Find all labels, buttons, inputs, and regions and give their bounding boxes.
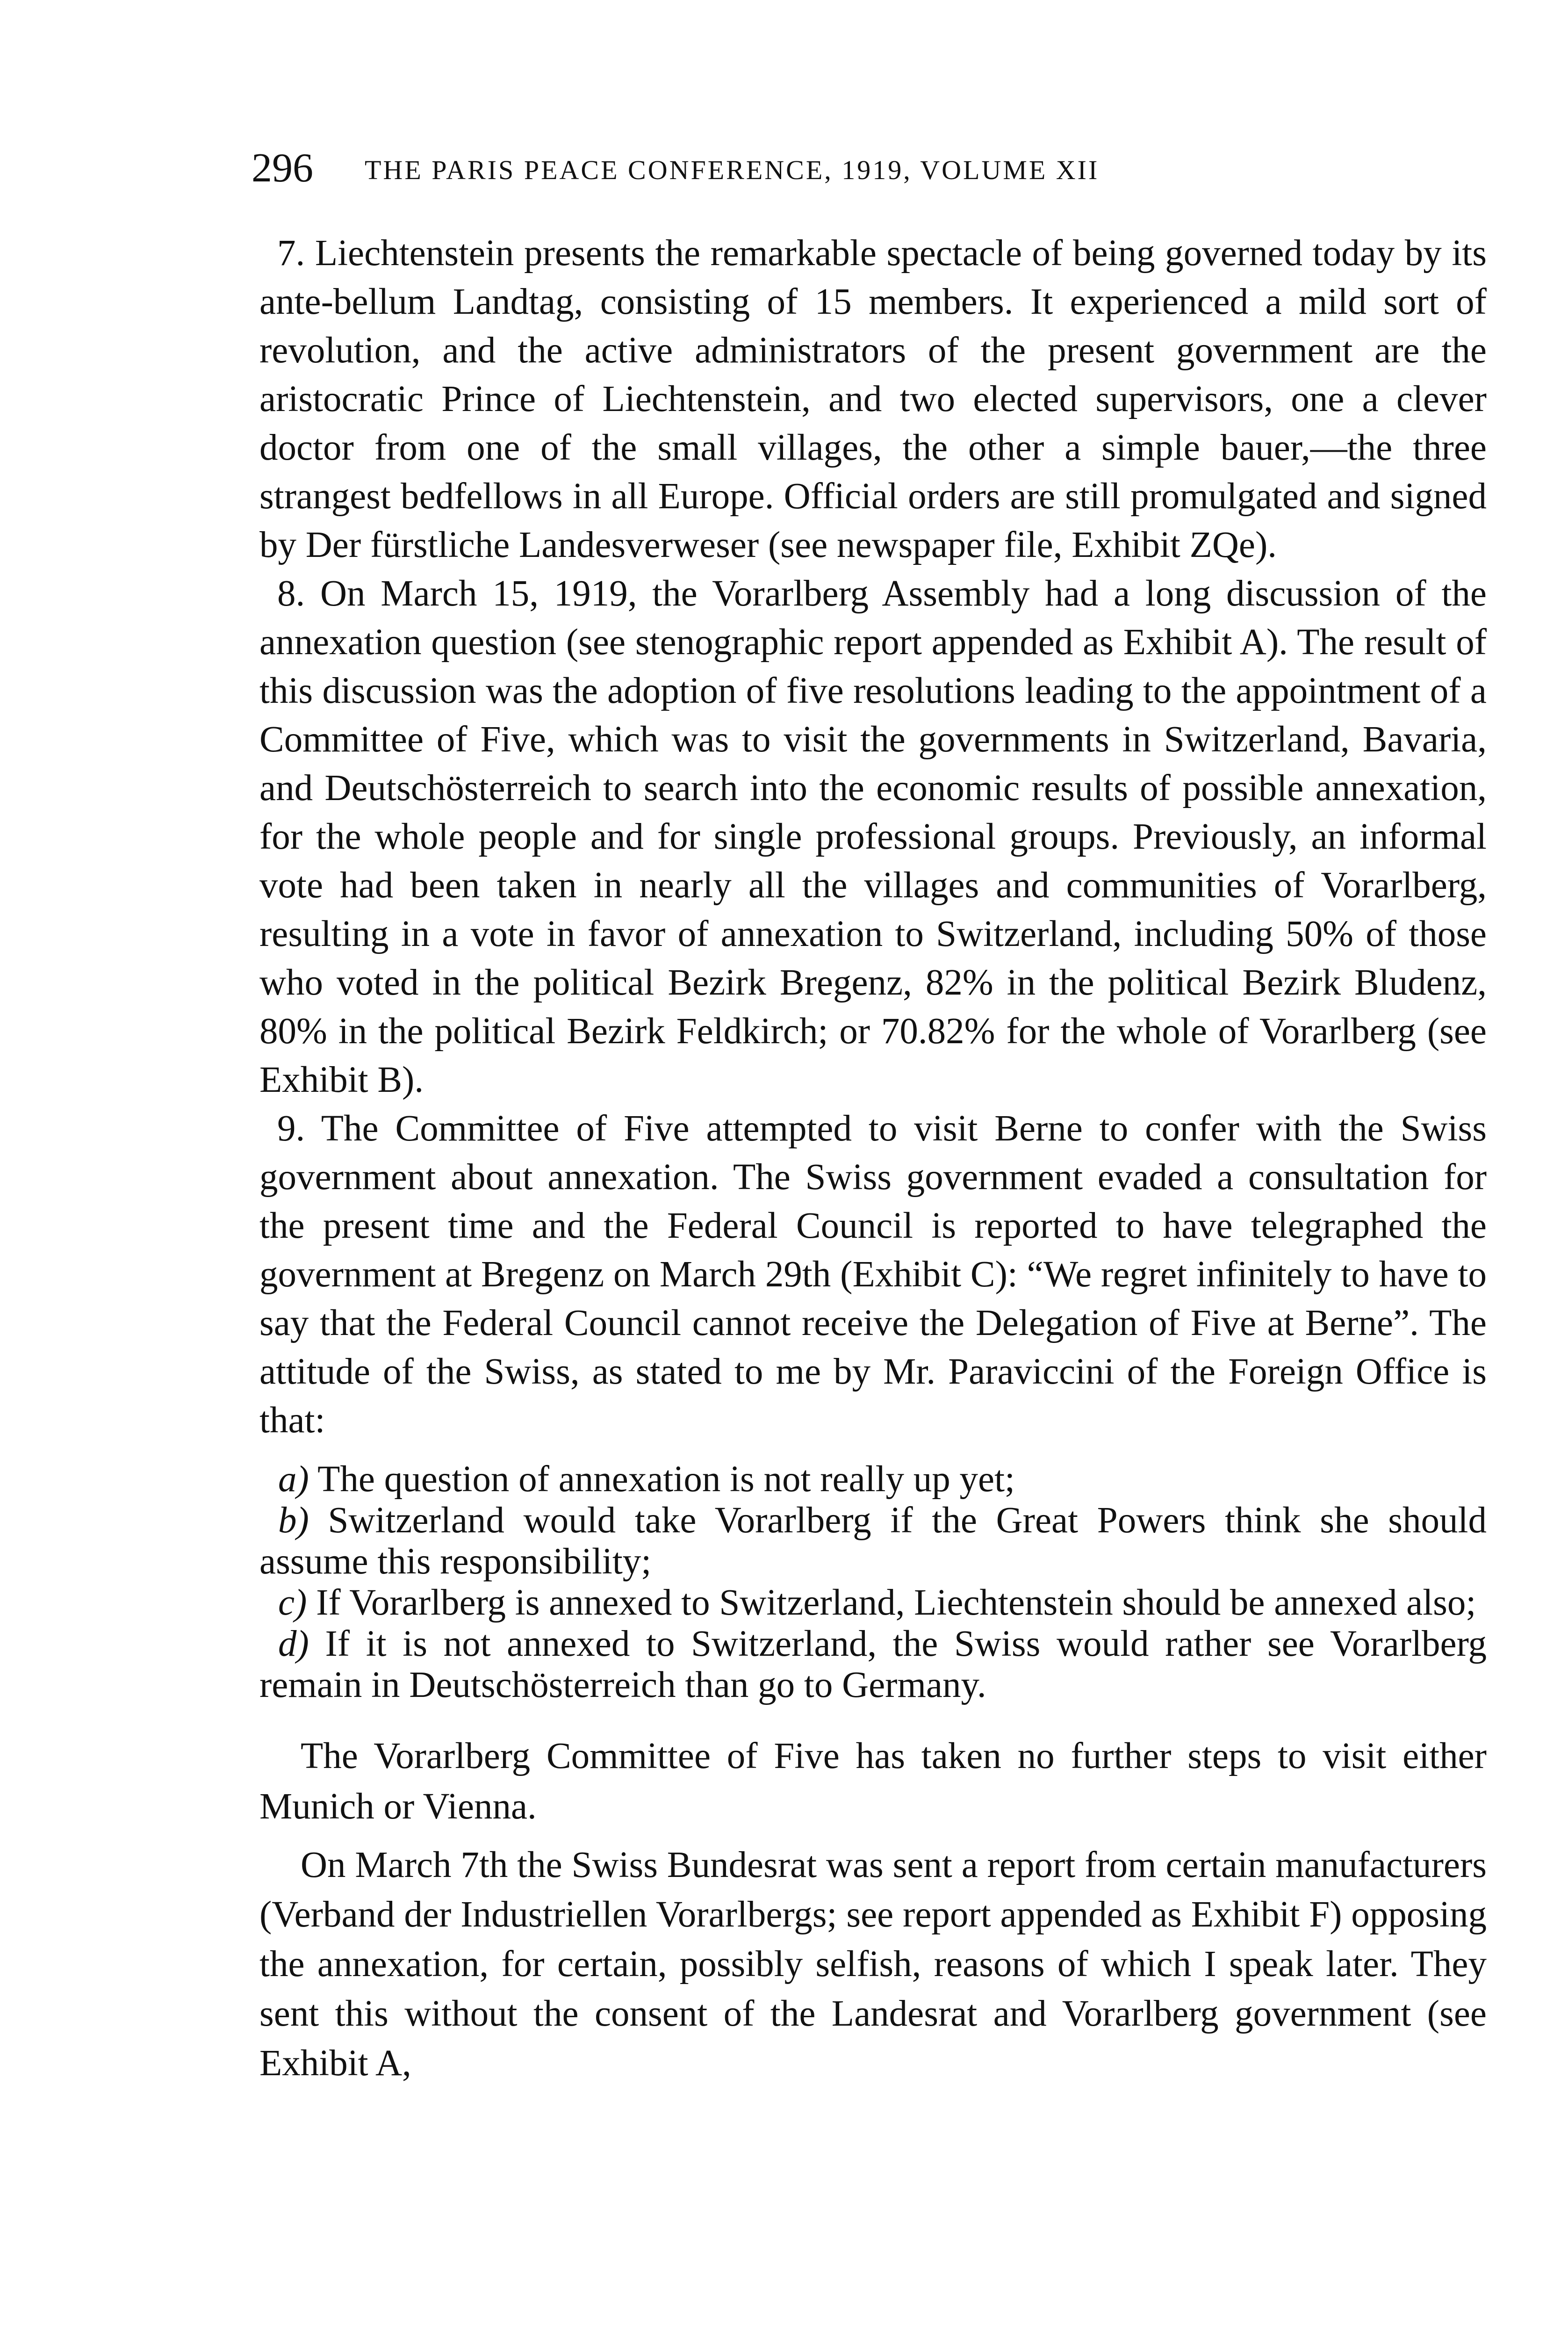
list-item-text: If it is not annexed to Switzerland, the Swiss would rather see Vorarlberg remain in Deutschösterreich than go to Germany.: [259, 1624, 1487, 1705]
paragraph-manufacturers-report: On March 7th the Swiss Bundesrat was sent a report from certain manufacturers (Verband der Industriellen Vorarlbergs; see report appended as Exhibit F) opposing the annexation, for certain, possibly selfish, reasons of which I speak later. They sent this without the consent of the Landesrat and Vorarlberg government (see Exhibit A,: [259, 1845, 1487, 2084]
page-header: [224, 140, 1496, 196]
list-item: [259, 1582, 1487, 1624]
list-item: [259, 1624, 1487, 1706]
paragraph-no-further-steps: The Vorarlberg Committee of Five has taken no further steps to visit either Munich or Vienna.: [259, 1736, 1487, 1827]
running-title: THE PARIS PEACE CONFERENCE, 1919, VOLUME XII: [365, 155, 1100, 185]
list-item-marker: d): [278, 1624, 309, 1664]
swiss-position-list: [259, 1459, 1487, 1706]
page-number: 296: [252, 145, 313, 191]
list-item-marker: a): [278, 1459, 309, 1500]
paragraph-liechtenstein: 7. Liechtenstein presents the remarkable spectacle of being governed today by its ante-bellum Landtag, consisting of 15 members. It experienced a mild sort of revolution, and the active administrators of the present government are the aristocratic Prince of Liechtenstein, and two elected supervisors, one a clever doctor from one of the small villages, the other a simple bauer,—the three strangest bedfellows in all Europe. Official orders are still promulgated and signed by Der fürstliche Landesverweser (see newspaper file, Exhibit ZQe).: [259, 233, 1487, 565]
document-body: [259, 229, 1487, 2088]
paragraph-committee-of-five: 9. The Committee of Five attempted to visit Berne to confer with the Swiss government about annexation. The Swiss government evaded a consultation for the present time and the Federal Council is reported to have telegraphed the government at Bregenz on March 29th (Exhibit C): “We regret infinitely to have to say that the Federal Council cannot receive the Delegation of Five at Berne”. The attitude of the Swiss, as stated to me by Mr. Paraviccini of the Foreign Office is that:: [259, 1108, 1487, 1441]
list-item-text: The question of annexation is not really up yet;: [317, 1459, 1015, 1500]
list-item-marker: c): [278, 1582, 307, 1623]
list-item: [259, 1500, 1487, 1582]
list-item-text: If Vorarlberg is annexed to Switzerland, Liechtenstein should be annexed also;: [316, 1582, 1476, 1623]
list-item: [259, 1459, 1487, 1500]
paragraph-vorarlberg-assembly: 8. On March 15, 1919, the Vorarlberg Assembly had a long discussion of the annexation question (see stenographic report appended as Exhibit A). The result of this discussion was the adoption of five resolutions leading to the appointment of a Committee of Five, which was to visit the governments in Switzerland, Bavaria, and Deutschösterreich to search into the economic results of possible annexation, for the whole people and for single professional groups. Previously, an informal vote had been taken in nearly all the villages and communities of Vorarlberg, resulting in a vote in favor of annexation to Switzerland, including 50% of those who voted in the political Bezirk Bregenz, 82% in the political Bezirk Bludenz, 80% in the political Bezirk Feldkirch; or 70.82% for the whole of Vorarlberg (see Exhibit B).: [259, 573, 1487, 1100]
list-item-text: Switzerland would take Vorarlberg if the Great Powers think she should assume this responsibility;: [259, 1500, 1487, 1582]
list-item-marker: b): [278, 1500, 309, 1541]
